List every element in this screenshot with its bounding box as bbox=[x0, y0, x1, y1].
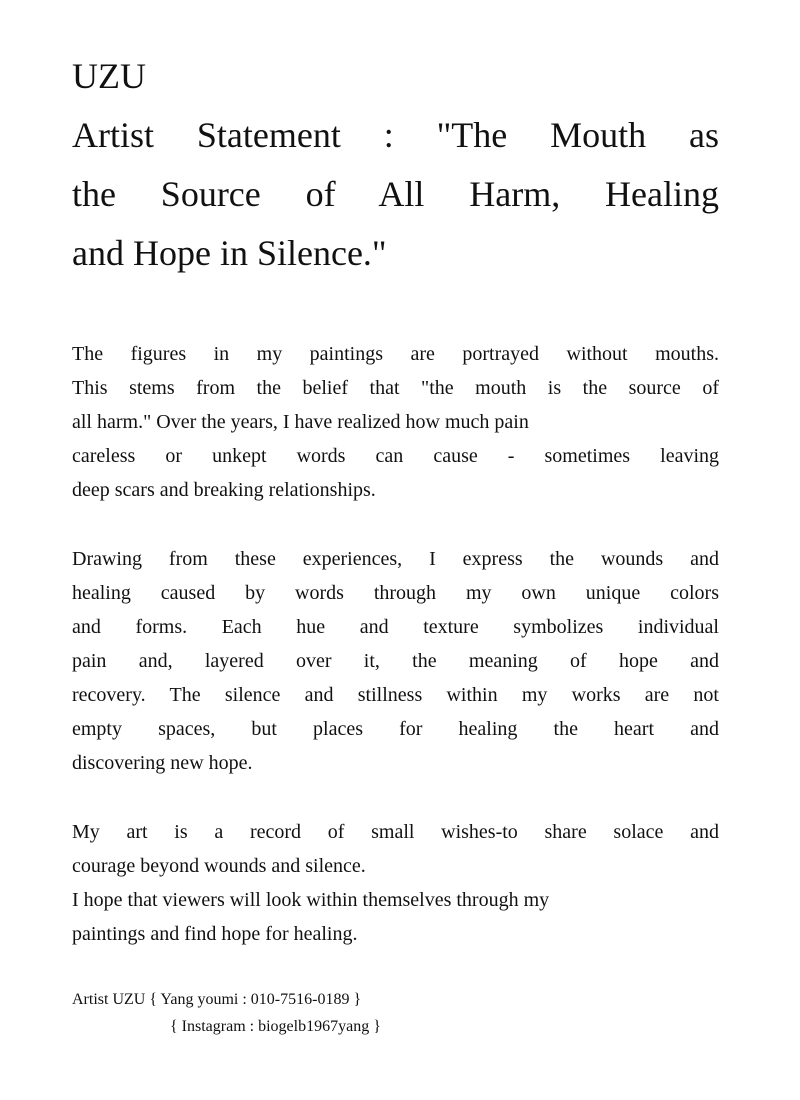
paragraph-line: recovery. The silence and stillness within my works are not bbox=[72, 684, 719, 706]
statement-title-line: Artist Statement : "The Mouth as bbox=[72, 115, 719, 155]
paragraph-line: empty spaces, but places for healing the heart and bbox=[72, 718, 719, 740]
paragraph-line: discovering new hope. bbox=[72, 752, 253, 774]
paragraph-line: and forms. Each hue and texture symbolizes individual bbox=[72, 616, 719, 638]
paragraph-2 bbox=[72, 542, 719, 780]
paragraph-line: paintings and find hope for healing. bbox=[72, 923, 358, 945]
paragraph-line: healing caused by words through my own unique colors bbox=[72, 582, 719, 604]
statement-title-line: the Source of All Harm, Healing bbox=[72, 174, 719, 214]
title-block bbox=[72, 47, 719, 283]
statement-title-line: and Hope in Silence." bbox=[72, 233, 387, 273]
paragraph-line: This stems from the belief that "the mouth is the source of bbox=[72, 377, 719, 399]
paragraph-1 bbox=[72, 337, 719, 507]
artist-name: UZU bbox=[72, 56, 146, 96]
paragraph-line: careless or unkept words can cause - sometimes leaving bbox=[72, 445, 719, 467]
paragraph-line: Drawing from these experiences, I express the wounds and bbox=[72, 548, 719, 570]
paragraph-line: all harm." Over the years, I have realized how much pain bbox=[72, 411, 529, 433]
contact-phone-line: Artist UZU { Yang youmi : 010-7516-0189 } bbox=[72, 991, 362, 1008]
contact-footer bbox=[72, 986, 381, 1040]
paragraph-line: The figures in my paintings are portrayed without mouths. bbox=[72, 343, 719, 365]
paragraph-line: I hope that viewers will look within themselves through my bbox=[72, 889, 550, 911]
paragraph-line: courage beyond wounds and silence. bbox=[72, 855, 366, 877]
paragraph-line: pain and, layered over it, the meaning of hope and bbox=[72, 650, 719, 672]
paragraph-3 bbox=[72, 815, 719, 951]
contact-instagram-line: { Instagram : biogelb1967yang } bbox=[170, 1018, 381, 1035]
paragraph-line: deep scars and breaking relationships. bbox=[72, 479, 376, 501]
paragraph-line: My art is a record of small wishes-to share solace and bbox=[72, 821, 719, 843]
